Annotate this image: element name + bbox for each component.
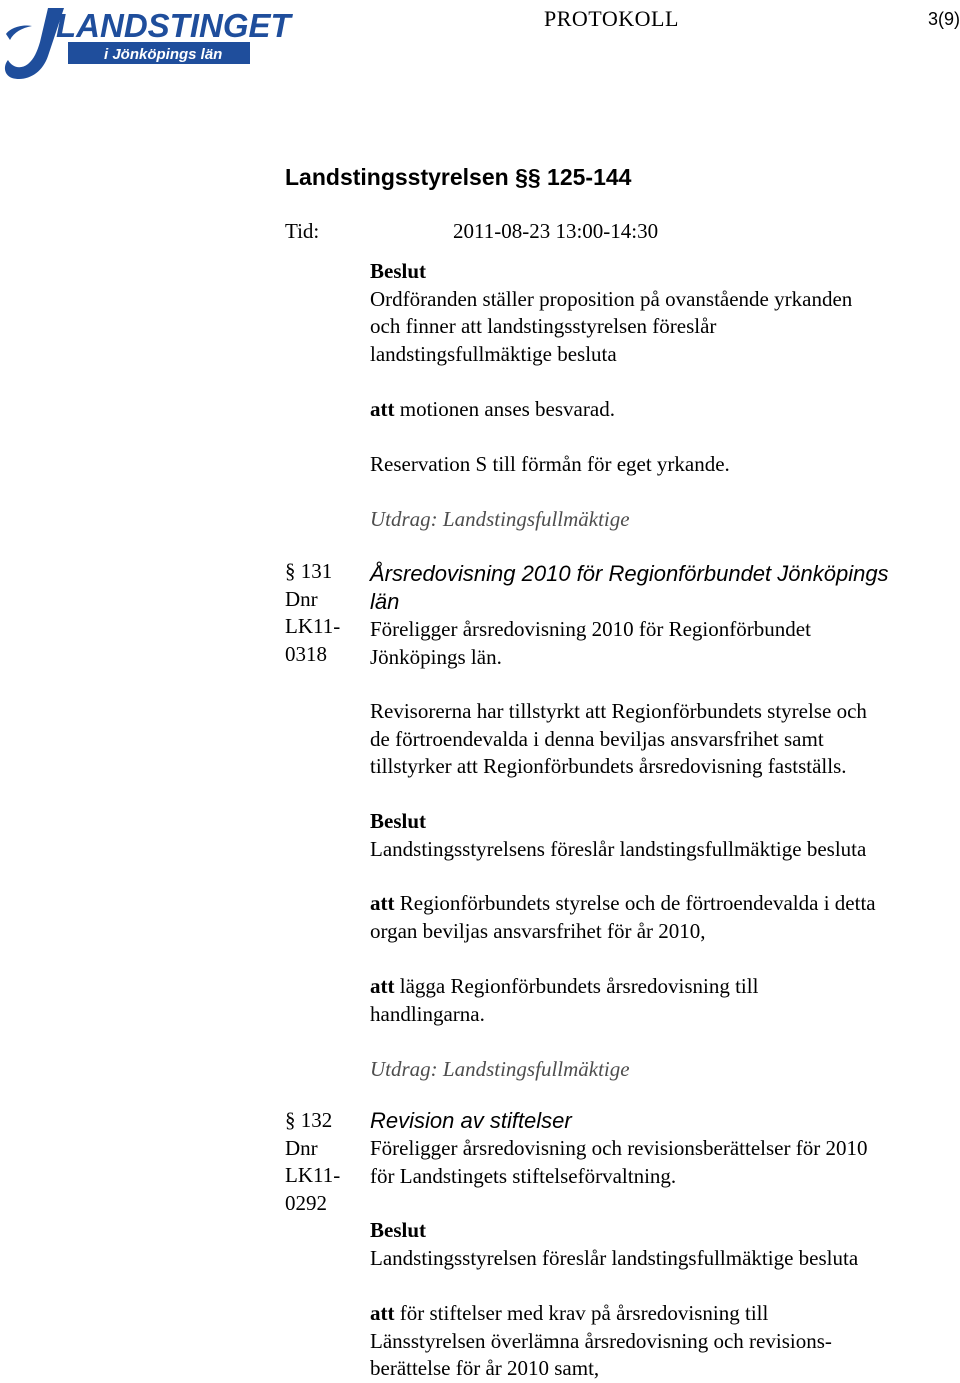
extract-note: Utdrag: Landstingsfullmäktige: [370, 1057, 630, 1081]
item-intro-132: Föreligger årsredovisning och revisionsberättelser för 2010 för Landstingets stiftelseförvaltning.: [370, 1136, 868, 1188]
decision-heading: Beslut: [370, 1218, 427, 1242]
logo-subtitle: i Jönköpings län: [104, 46, 223, 63]
decision-line: Landstingsstyrelsens föreslår landstingsfullmäktige besluta: [370, 836, 867, 861]
extract-note: Utdrag: Landstingsfullmäktige: [370, 507, 630, 531]
document-type: PROTOKOLL: [544, 6, 679, 31]
att-clause-131-1: att Regionförbundets styrelse och de förtroendevalda i detta organ beviljas ansvarsfrihet för år 2010,: [370, 891, 876, 943]
decision-line: Landstingsstyrelsen föreslår landstingsfullmäktige besluta: [370, 1245, 859, 1270]
logo-wordmark: LANDSTINGET: [56, 7, 291, 44]
decision-line: och finner att landstingsstyrelsen föreslår: [370, 314, 717, 339]
audit-statement: Revisorerna har tillstyrkt att Regionförbundets styrelse och de förtroendevalda i denna beviljas ansvarsfrihet samt tillstyrker att Regionförbundets årsredovisning fastställs.: [370, 699, 867, 779]
att-word: att: [370, 397, 395, 421]
landstinget-logo: [4, 4, 291, 82]
prev-att-clause: [370, 396, 955, 424]
decision-line: landstingsfullmäktige besluta: [370, 341, 617, 366]
att-text: motionen anses besvarad.: [394, 397, 615, 421]
time-value: 2011-08-23 13:00-14:30: [453, 219, 659, 243]
att-word: att: [370, 974, 395, 998]
decision-heading: Beslut: [370, 259, 427, 283]
item-heading-131: Årsredovisning 2010 för Regionförbundet Jönköpings län: [370, 561, 889, 614]
paragraph-ref-131: § 131 Dnr LK11- 0318: [285, 559, 341, 666]
item-heading-132: Revision av stiftelser: [370, 1108, 572, 1133]
decision-block-131: [370, 808, 955, 863]
att-word: att: [370, 891, 395, 915]
paragraph-ref-132: § 132 Dnr LK11- 0292: [285, 1108, 341, 1215]
reservation: Reservation S till förmån för eget yrkande.: [370, 452, 730, 476]
page-title: Landstingsstyrelsen §§ 125-144: [285, 164, 632, 190]
att-clause-131-2: att lägga Regionförbundets årsredovisning till handlingarna.: [370, 974, 759, 1026]
item-intro-131: Föreligger årsredovisning 2010 för Regionförbundet Jönköpings län.: [370, 617, 811, 669]
att-word: att: [370, 1301, 395, 1325]
page-number: 3(9): [927, 9, 960, 29]
time-label: Tid:: [285, 219, 320, 243]
decision-block-132: [370, 1217, 955, 1272]
decision-line: Ordföranden ställer proposition på ovanstående yrkanden: [370, 286, 853, 311]
prev-decision-block: [370, 258, 955, 368]
att-clause-132: att för stiftelser med krav på årsredovisning till Länsstyrelsen överlämna årsredovisning och revisions- berättelse för år 2010 samt,: [370, 1301, 832, 1381]
decision-heading: Beslut: [370, 809, 427, 833]
